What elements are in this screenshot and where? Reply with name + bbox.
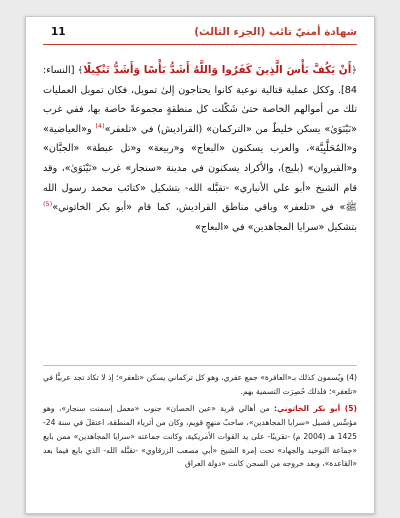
book-page xyxy=(25,16,375,514)
body-text: بتشكيل «سرايا المجاهدين» في «البعاج» xyxy=(195,221,357,233)
paragraph: ﴿أَنْ يَكُفَّ بَأْسَ الَّذِينَ كَفَرُوا وَاللَّهُ أَشَدُّ بَأْسًا وَأَشَدُّ تَنْكِيلًا﴾ [النساء: 84]. وككل عملية قتالية نوعية كانوا يحتاجون إلىٰ تمويل، فكان تمويل العمليات تلك من أموالهم الخاصة حتىٰ شَكّلت كل منطقةٍ مجموعةً خاصة بها، ففي غرب «نَيْنَوَىٰ» يسكن خليطٌ من «التركمان» (القراديش) في «تلعفر»$^{(4)}$ و«العياضية» و«المُحَلَّبِيَّة»، والعرب يسكنون «البعاج» و«ربيعة» و«تل عبطة» «الجبَّان» و«القيروان» (بليج)، والأكراد يسكنون في مدينة «سنجار» غرب «نَيْنَوَىٰ»، وقد قام الشيخ «أبو علي الأنباري» -تقبَّله الله- بتشكيل «كتائب محمد رسول الله ﷺ» في «تلعفر» وباقي مناطق القراديش، كما قام «أبو بكر الخاتوني»$^{(5)}$ بتشكيل «سرايا المجاهدين» في «البعاج» xyxy=(43,64,357,233)
footnotes xyxy=(43,371,357,474)
main-text xyxy=(43,61,357,237)
body-text: وككل عملية قتالية نوعية كانوا يحتاجون إلىٰ تمويل، فكان تمويل العمليات تلك من أموالهم الخاصة حتىٰ شَكّلت كل منطقةٍ مجموعةً خاصة بها، ففي غرب «نَيْنَوَىٰ» يسكن خليطٌ من «التركمان» (القراديش) في «تلعفر» xyxy=(43,84,357,135)
footnote-4: (4) ويُسمون كذلك بـ«العافرة» جمع عفري، وهو كل تركماني يسكن «تلعفر»؛ إذ لا تكاد تجد عربيًّا في «تلعفر»؛ فلذلك حُصِرَت التسمية بهم. xyxy=(43,373,357,396)
quran-verse: أَنْ يَكُفَّ بَأْسَ الَّذِينَ كَفَرُوا وَاللَّهُ أَشَدُّ بَأْسًا وَأَشَدُّ تَنْكِيلًا xyxy=(83,64,352,76)
footnote-separator xyxy=(43,365,357,366)
page-number: 11 xyxy=(51,26,66,38)
running-header xyxy=(43,23,357,43)
footnote-5-text: من أهالي قرية «عين الحصان» جنوب «معمل إسمنت سنجار»، وهو مؤسِّس فصيل «سرايا المجاهدين»، صاحبٌ منهجٍ قويم، وكان من أثرياء المنطقة، اعتقلَ في سنة 24-1425 هـ (2004 م) -تقريبًا- على يد القوات الأمريكية، وكانت جماعته «سرايا المجاهدين» ممن بايع «جماعة التوحيد والجهاد» تحت إمرة الشيخ «أبي مصعب الزرقاوي» -تقبَّله الله- الذي بايع فيما بعد «القاعدة»، وبعد خروجه من السجن كانت «دولة العراق xyxy=(43,403,357,469)
verse-reference: [النساء: 84]. xyxy=(43,65,357,96)
footnote-ref-5[interactable]: (5) xyxy=(43,199,53,208)
body-text: و«العياضية» و«المُحَلَّبِيَّة»، والعرب يسكنون «البعاج» و«ربيعة» و«تل عبطة» «الجبَّان» و«القيروان» (بليج)، والأكراد يسكنون في مدينة «سنجار» غرب «نَيْنَوَىٰ»، وقد قام الشيخ «أبو علي الأنباري» -تقبَّله الله- بتشكيل «كتائب محمد رسول الله ﷺ» في «تلعفر» وباقي مناطق القراديش، كما قام «أبو بكر الخاتوني» xyxy=(43,123,357,214)
running-title: شهادة أمنيّ تائب (الجزء الثالث) xyxy=(194,26,357,38)
footnote-5 xyxy=(43,402,357,472)
header-rule xyxy=(43,44,357,45)
footnote-ref-4[interactable]: (4) xyxy=(95,121,105,130)
footnote-5-name: (5) أبو بكر الخاتوني: xyxy=(274,403,357,413)
